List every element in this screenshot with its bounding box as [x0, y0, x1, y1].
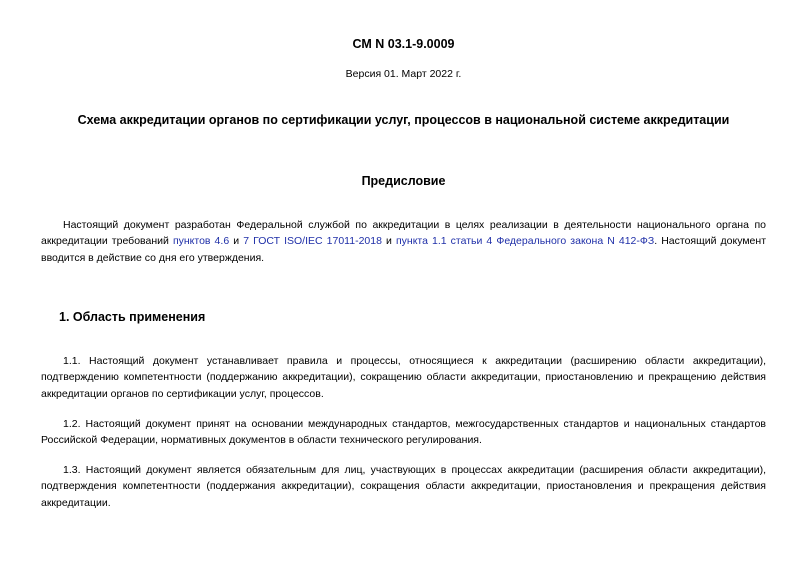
document-version: Версия 01. Март 2022 г.: [345, 68, 462, 80]
link-gost-clauses-4-6[interactable]: пунктов 4.6: [172, 235, 230, 248]
clause-1-2: 1.2. Настоящий документ принят на основании международных стандартов, межгосударственных стандартов и национальных стандартов Российской Федерации, нормативных документов в области технического регулирования.: [41, 418, 766, 447]
preface-text-3: и: [381, 235, 396, 248]
document-number: СМ N 03.1-9.0009: [352, 37, 455, 51]
preface-text-2: и: [229, 235, 244, 248]
clause-1-3: 1.3. Настоящий документ является обязательным для лиц, участвующих в процессах аккредитации (расширения области аккредитации), подтверждения компетентности (поддержания аккредитации), сокращения области аккредитации, приостановления и прекращения действия аккредитации.: [41, 464, 766, 509]
preface-text-4: . Настоящий документ вводится в действие со дня его утверждения.: [41, 235, 767, 264]
document-title: Схема аккредитации органов по сертификации услуг, процессов в национальной системе аккредитации: [77, 113, 730, 127]
preface-paragraph: [41, 217, 766, 266]
preface-text-1: Настоящий документ разработан Федеральной службой по аккредитации в целях реализации в деятельности национального органа по аккредитации требований: [41, 219, 766, 248]
clause-1-1: 1.1. Настоящий документ устанавливает правила и процессы, относящиеся к аккредитации (расширению области аккредитации), подтверждению компетентности (поддержанию аккредитации), сокращению области аккредитации, приостановлению и прекращению действия аккредитации органов по сертификации услуг, процессов.: [41, 355, 766, 400]
link-federal-law-412[interactable]: пункта 1.1 статьи 4 Федерального закона N 412-ФЗ: [395, 235, 655, 248]
link-gost-iso-iec-17011[interactable]: 7 ГОСТ ISO/IEC 17011-2018: [243, 235, 382, 248]
scope-heading: 1. Область применения: [59, 310, 206, 324]
preface-heading: Предисловие: [361, 174, 446, 188]
